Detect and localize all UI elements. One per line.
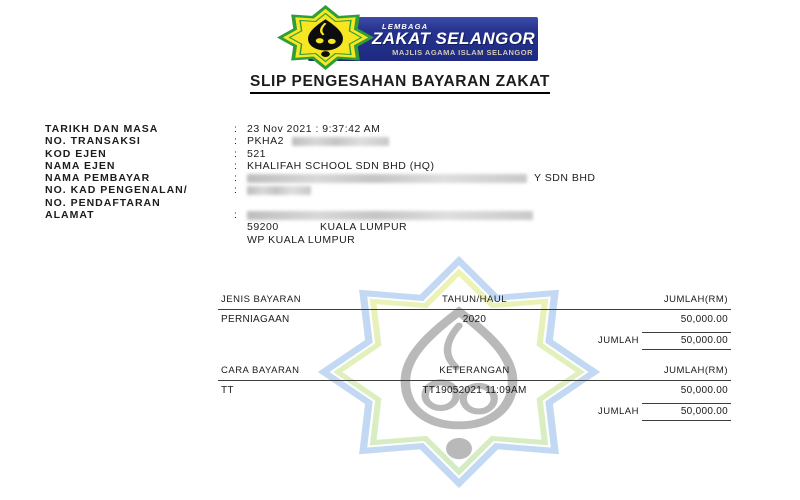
table-row [218,310,731,327]
detail-row-tarikh [45,123,685,135]
total-label: JUMLAH [597,335,639,346]
detail-label: KOD EJEN [45,147,107,160]
detail-colon: : [234,147,237,160]
detail-value [247,184,311,196]
table-cell-jumlah: 50,000.00 [680,385,728,396]
total-value: 50,000.00 [642,332,731,350]
detail-label: ALAMAT [45,209,95,222]
table-header-row [218,363,731,381]
page-title-wrap [0,73,800,94]
table-header-cell: JENIS BAYARAN [221,294,302,305]
detail-row-kad-pengenalan [45,184,685,196]
table-cell-jumlah: 50,000.00 [680,314,728,325]
detail-value: 521 [247,147,267,160]
table-header-cell: TAHUN/HAUL [441,294,507,305]
table-cell-cara: TT [221,385,234,396]
payment-tables [218,292,731,421]
detail-colon: : [234,209,237,222]
detail-row-alamat [45,209,685,221]
detail-colon: : [234,159,237,172]
detail-colon: : [234,135,237,148]
detail-label: NO. PENDAFTARAN [45,196,161,209]
total-value: 50,000.00 [642,403,731,421]
detail-value [247,172,596,184]
redacted-payer-name [247,174,527,183]
redacted-id-number [247,186,311,195]
logo-org-lembaga: LEMBAGA [382,22,429,31]
table-header-row [218,292,731,310]
redacted-street-address [247,211,533,220]
payer-details [45,123,685,246]
address-city: KUALA LUMPUR [320,221,408,234]
detail-label: TARIKH DAN MASA [45,123,159,135]
detail-value: 23 Nov 2021 : 9:37:42 AM [247,123,381,135]
address-line-state [45,234,685,246]
transaction-number-prefix: PKHA2 [247,135,284,148]
payment-type-table [218,292,731,350]
detail-value: KHALIFAH SCHOOL SDN BHD (HQ) [247,159,435,172]
detail-label: NO. KAD PENGENALAN/ [45,184,188,197]
logo-org-subtitle: MAJLIS AGAMA ISLAM SELANGOR [392,48,533,57]
detail-label: NO. TRANSAKSI [45,135,141,148]
page-title: SLIP PENGESAHAN BAYARAN ZAKAT [250,73,550,94]
detail-label: NAMA EJEN [45,159,116,172]
payment-method-table [218,363,731,421]
payer-name-suffix: Y SDN BHD [534,172,596,185]
table-header-cell: JUMLAH(RM) [663,294,728,305]
table-row [218,381,731,398]
logo-org-name: ZAKAT SELANGOR [372,29,535,48]
detail-row-nama-pembayar [45,172,685,184]
table-header-cell: JUMLAH(RM) [663,365,728,376]
address-line-city [45,221,685,233]
zakat-star-emblem-icon [277,5,374,70]
address-postcode: 59200 [247,221,279,234]
detail-row-pendaftaran [45,197,685,209]
total-label: JUMLAH [597,406,639,417]
detail-colon: : [234,172,237,185]
table-cell-keterangan: TT19052021 11:09AM [422,385,527,396]
table-total-row [218,332,731,350]
detail-row-kod-ejen [45,148,685,160]
detail-colon: : [234,123,237,135]
detail-value [247,209,533,221]
table-cell-jenis: PERNIAGAAN [221,314,290,325]
table-header-cell: KETERANGAN [439,365,510,376]
detail-value [247,135,389,147]
address-state: WP KUALA LUMPUR [247,233,356,246]
table-header-cell: CARA BAYARAN [221,365,300,376]
detail-row-transaksi [45,135,685,147]
table-total-row [218,403,731,421]
detail-colon: : [234,184,237,197]
redacted-transaction-number [292,137,389,146]
detail-label: NAMA PEMBAYAR [45,172,151,185]
table-cell-tahun: 2020 [462,314,487,325]
detail-row-nama-ejen [45,160,685,172]
